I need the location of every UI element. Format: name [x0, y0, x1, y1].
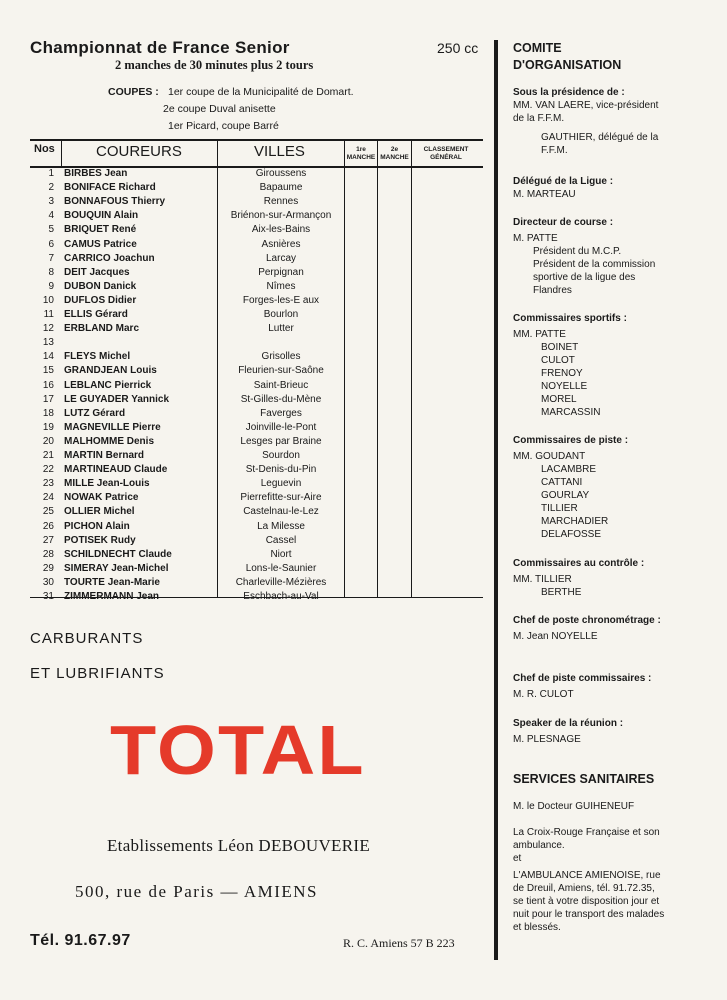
table-row: [30, 393, 483, 407]
directeur-desc: Président du M.C.P. Président de la commission sportive de la ligue des Flandres: [533, 246, 656, 296]
rider-number: 18: [42, 407, 54, 419]
table-row: [30, 421, 483, 435]
rider-number: 25: [42, 506, 54, 518]
rider-city: Sourdon: [262, 450, 300, 461]
table-row: [30, 505, 483, 519]
rider-number: 2: [48, 182, 54, 194]
page-title: Championnat de France Senior: [30, 38, 290, 57]
table-row: [30, 294, 483, 308]
company-phone: Tél. 91.67.97: [30, 932, 131, 949]
rider-number: 6: [48, 238, 54, 250]
page-subtitle: 2 manches de 30 minutes plus 2 tours: [115, 58, 314, 72]
rider-number: 22: [42, 464, 54, 476]
rider-name: MAGNEVILLE Pierre: [64, 421, 161, 433]
table-row: [30, 435, 483, 449]
chrono-heading: Chef de poste chronométrage :: [513, 615, 661, 626]
table-row: [30, 520, 483, 534]
table-row: [30, 463, 483, 477]
rider-city: Briénon-sur-Armançon: [230, 210, 332, 222]
sportifs-heading: Commissaires sportifs :: [513, 313, 627, 324]
rider-number: 7: [48, 252, 54, 264]
rider-city: Perpignan: [258, 266, 304, 278]
rider-number: 11: [43, 309, 54, 320]
cup-line: 1er Picard, coupe Barré: [168, 120, 279, 132]
rider-number: 28: [42, 548, 54, 560]
rider-city: Grisolles: [261, 351, 301, 363]
rider-city: Forges-les-E aux: [242, 294, 320, 306]
company-rc: R. C. Amiens 57 B 223: [343, 936, 455, 950]
rider-number: 3: [48, 196, 54, 208]
commissaire-sportif: FRENOY: [541, 368, 583, 379]
table-row: [30, 336, 483, 350]
rider-name: MALHOMME Denis: [64, 435, 154, 447]
croix-rouge: La Croix-Rouge Française et son ambulance.: [513, 827, 660, 851]
cup-line: 1er coupe de la Municipalité de Domart.: [168, 86, 354, 98]
commissaire-piste: CATTANI: [541, 477, 583, 488]
rider-number: 10: [42, 294, 54, 306]
rider-city: Bapaume: [259, 182, 303, 194]
ligue-heading: Délégué de la Ligue :: [513, 176, 614, 187]
committee-title: COMITE D'ORGANISATION: [513, 41, 622, 72]
et: et: [513, 853, 522, 864]
chefpiste-block: [513, 672, 713, 701]
rider-name: FLEYS Michel: [64, 351, 131, 363]
rider-city: Lons-le-Saunier: [245, 562, 317, 574]
rider-city: Nîmes: [266, 280, 296, 292]
table-row: [30, 266, 483, 280]
engine-class: 250 cc: [437, 40, 479, 56]
rider-name: LE GUYADER Yannick: [64, 393, 170, 405]
table-row: [30, 379, 483, 393]
table-row: [30, 407, 483, 421]
ambulance: L'AMBULANCE AMIENOISE, rue de Dreuil, Amiens, tél. 91.72.35, se tient à votre disposition jour et nuit pour le transport des malades et blessés.: [513, 870, 665, 933]
ligue-delegate: M. MARTEAU: [513, 189, 576, 200]
ligue-block: [513, 175, 713, 201]
rider-name: ELLIS Gérard: [64, 309, 128, 320]
table-row: [30, 209, 483, 223]
table-row: [30, 280, 483, 294]
table-row: [30, 308, 483, 322]
directeur-heading: Directeur de course :: [513, 217, 614, 228]
rider-city: Aix-les-Bains: [251, 224, 311, 236]
table-top-rule: [30, 139, 483, 141]
header-riders: COUREURS: [96, 143, 182, 160]
rider-city: La Milesse: [257, 520, 305, 532]
commissaire-piste: LACAMBRE: [541, 464, 597, 475]
rider-name: BIRBES Jean: [64, 168, 128, 179]
rider-name: PICHON Alain: [64, 520, 130, 532]
commissaire-sportif: CULOT: [541, 355, 575, 366]
rider-city: St-Denis-du-Pin: [245, 464, 317, 476]
cup-line: 2e coupe Duval anisette: [163, 103, 276, 115]
rider-name: BONNAFOUS Thierry: [64, 196, 166, 208]
rider-city: Leguevin: [260, 478, 302, 490]
rider-number: 12: [42, 323, 54, 335]
rider-number: 1: [48, 168, 54, 179]
rider-city: Joinville-le-Pont: [245, 421, 317, 433]
rider-name: LEBLANC Pierrick: [64, 379, 152, 391]
chrono-block: [513, 614, 668, 643]
rider-city: Larcay: [265, 252, 296, 264]
rider-city: Cassel: [265, 534, 297, 546]
rider-number: 17: [42, 393, 54, 405]
rider-name: TOURTE Jean-Marie: [64, 576, 160, 588]
rider-name: SIMERAY Jean-Michel: [64, 562, 169, 574]
table-row: [30, 322, 483, 336]
speaker-heading: Speaker de la réunion :: [513, 718, 624, 729]
rider-city: Fleurien-sur-Saône: [238, 365, 324, 377]
rider-name: POTISEK Rudy: [64, 534, 136, 546]
rider-name: CARRICO Joachun: [64, 252, 155, 264]
rider-number: 8: [48, 266, 54, 278]
commissaire-sportif: NOYELLE: [541, 381, 588, 392]
header-heat1: 1re MANCHE: [346, 146, 376, 161]
table-row: [30, 548, 483, 562]
header-heat2: 2e MANCHE: [380, 146, 409, 161]
rider-city: St-Gilles-du-Mène: [240, 393, 322, 405]
table-row: [30, 576, 483, 590]
speaker-name: M. PLESNAGE: [513, 734, 581, 745]
commissaire-sportif: BOINET: [541, 342, 579, 353]
rider-number: 20: [42, 435, 54, 447]
rider-city: Pierrefitte-sur-Aire: [240, 492, 322, 504]
commissaire-controle: MM. TILLIER: [513, 574, 572, 585]
rider-city: Asnières: [261, 238, 301, 250]
rider-city: Charleville-Mézières: [235, 576, 327, 588]
rider-name: BONIFACE Richard: [64, 182, 156, 194]
rider-number: 9: [48, 280, 54, 292]
rider-number: 21: [42, 450, 54, 461]
piste-heading: Commissaires de piste :: [513, 435, 629, 446]
rider-number: 5: [48, 224, 54, 236]
presidence-heading: Sous la présidence de :: [513, 87, 625, 98]
table-row: [30, 181, 483, 195]
rider-name: GRANDJEAN Louis: [64, 365, 157, 377]
rider-city: Niort: [270, 548, 292, 560]
table-row: [30, 252, 483, 266]
sportifs-block: [513, 312, 713, 419]
rider-number: 24: [42, 492, 54, 504]
table-row: [30, 223, 483, 237]
rider-city: Giroussens: [255, 168, 307, 179]
rider-name: DEIT Jacques: [64, 266, 130, 278]
rider-name: MILLE Jean-Louis: [64, 478, 150, 490]
rider-city: Lesges par Braine: [240, 435, 322, 447]
rider-city: Rennes: [263, 196, 299, 208]
rider-city: Bourlon: [263, 309, 299, 320]
header-cities: VILLES: [254, 143, 305, 160]
rider-city: Lutter: [268, 323, 294, 335]
table-row: [30, 350, 483, 364]
rider-number: 27: [42, 534, 54, 546]
piste-block: [513, 434, 713, 541]
rider-name: CAMUS Patrice: [64, 238, 137, 250]
controle-block: [513, 557, 713, 599]
rider-number: 14: [42, 351, 54, 363]
table-row: [30, 562, 483, 576]
table-row: [30, 364, 483, 378]
table-row: [30, 195, 483, 209]
rider-name: DUBON Danick: [64, 280, 137, 292]
commissaire-controle: BERTHE: [541, 587, 582, 598]
controle-heading: Commissaires au contrôle :: [513, 558, 645, 569]
rider-number: 19: [42, 421, 54, 433]
commissaire-piste: MARCHADIER: [541, 516, 609, 527]
sanitaires-title: SERVICES SANITAIRES: [513, 772, 655, 786]
presidence-block: [513, 86, 713, 157]
rider-name: OLLIER Michel: [64, 506, 135, 518]
rider-number: 13: [42, 337, 54, 349]
rider-number: 23: [42, 478, 54, 490]
header-ranking: CLASSEMENT GÉNÉRAL: [423, 146, 469, 161]
rider-number: 26: [42, 520, 54, 532]
header-num: Nos: [34, 143, 55, 155]
commissaire-sportif: MM. PATTE: [513, 329, 566, 340]
chefpiste-name: M. R. CULOT: [513, 689, 574, 700]
commissaire-sportif: MOREL: [541, 394, 577, 405]
directeur-name: M. PATTE: [513, 233, 558, 244]
rider-number: 30: [42, 576, 54, 588]
table-row: [30, 477, 483, 491]
presidence-1: MM. VAN LAERE, vice-président de la F.F.M.: [513, 100, 659, 124]
rider-name: NOWAK Patrice: [64, 492, 139, 504]
directeur-block: [513, 216, 713, 297]
cups-label: COUPES :: [108, 86, 159, 98]
rider-name: LUTZ Gérard: [64, 407, 126, 419]
commissaire-piste: DELAFOSSE: [541, 529, 602, 540]
commissaire-piste: TILLIER: [541, 503, 578, 514]
rider-number: 4: [48, 210, 54, 222]
column-divider: [494, 40, 498, 960]
rider-name: BRIQUET René: [64, 224, 137, 236]
total-logo: TOTAL: [110, 711, 366, 789]
chrono-name: M. Jean NOYELLE: [513, 631, 598, 642]
presidence-2: GAUTHIER, délégué de la F.F.M.: [541, 132, 659, 156]
rider-city: Castelnau-le-Lez: [243, 506, 319, 518]
table-row: [30, 238, 483, 252]
rider-name: MARTIN Bernard: [64, 450, 145, 461]
rider-name: MARTINEAUD Claude: [64, 464, 168, 476]
commissaire-piste: GOURLAY: [541, 490, 590, 501]
rider-name: DUFLOS Didier: [64, 294, 137, 306]
docteur: M. le Docteur GUIHENEUF: [513, 801, 635, 812]
table-row: [30, 491, 483, 505]
speaker-block: [513, 717, 713, 746]
rider-name: ERBLAND Marc: [64, 323, 140, 335]
ad-line-2: ET LUBRIFIANTS: [30, 665, 165, 682]
commissaire-piste: MM. GOUDANT: [513, 451, 586, 462]
company-address: 500, rue de Paris — AMIENS: [75, 882, 318, 901]
commissaire-sportif: MARCASSIN: [541, 407, 601, 418]
rider-name: BOUQUIN Alain: [64, 210, 139, 222]
chefpiste-heading: Chef de piste commissaires :: [513, 673, 652, 684]
rider-name: SCHILDNECHT Claude: [64, 548, 172, 560]
rider-number: 15: [42, 365, 54, 377]
sanitaires-block: [513, 800, 668, 934]
rider-number: 16: [42, 379, 54, 391]
table-row: [30, 449, 483, 463]
rider-number: 29: [42, 562, 54, 574]
ad-line-1: CARBURANTS: [30, 630, 144, 647]
company-name: Etablissements Léon DEBOUVERIE: [107, 836, 371, 855]
table-row: [30, 167, 483, 181]
rider-city: Saint-Brieuc: [253, 379, 309, 391]
table-row: [30, 534, 483, 548]
rider-city: Faverges: [260, 407, 302, 419]
